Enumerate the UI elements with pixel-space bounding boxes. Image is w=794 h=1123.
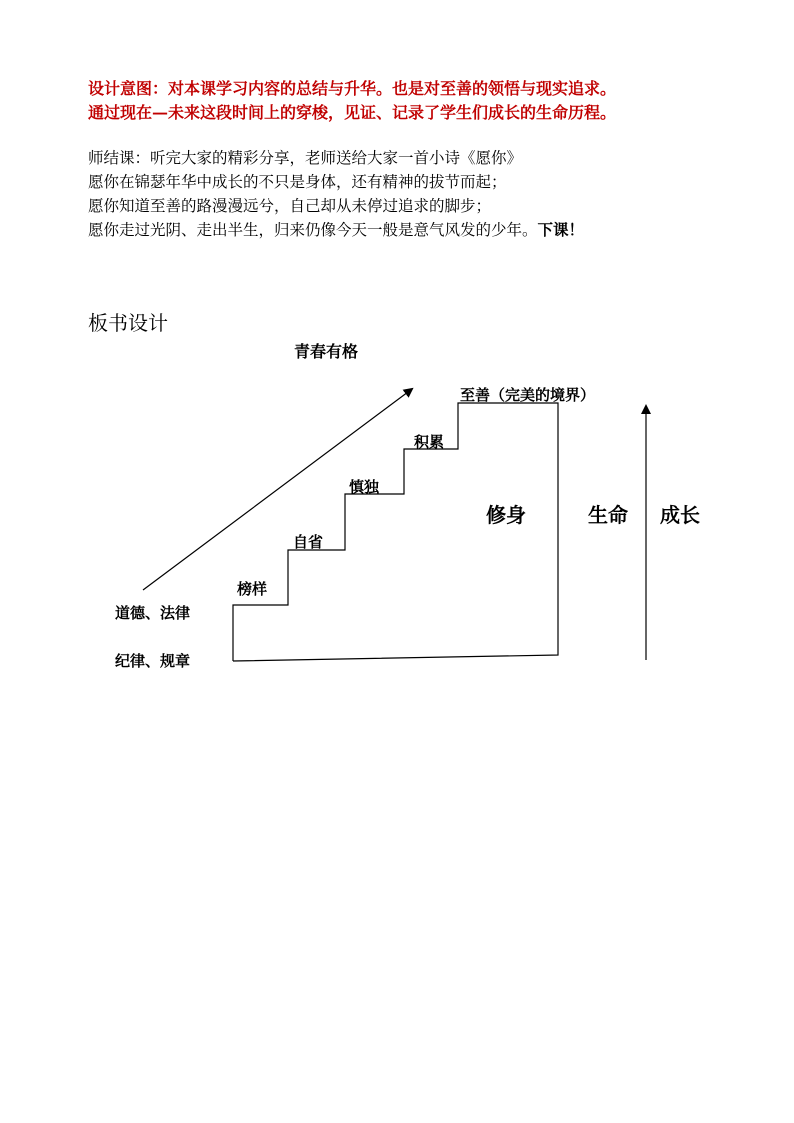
center-label: 修身 bbox=[486, 503, 526, 527]
design-intent-line-2: 通过现在—未来这段时间上的穿梭，见证、记录了学生们成长的生命历程。 bbox=[88, 103, 617, 122]
board-design-title: 板书设计 bbox=[88, 311, 168, 335]
summary-line-2: 愿你在锦瑟年华中成长的不只是身体，还有精神的拔节而起； bbox=[88, 173, 507, 191]
summary-line-3: 愿你知道至善的路漫漫远兮，自己却从未停过追求的脚步； bbox=[88, 197, 492, 215]
summary-line-1: 师结课：听完大家的精彩分享，老师送给大家一首小诗《愿你》 bbox=[88, 149, 523, 167]
step-label-4: 积累 bbox=[414, 433, 445, 451]
left-label-bottom: 纪律、规章 bbox=[115, 652, 191, 670]
summary-line-4-main: 愿你走过光阴、走出半生，归来仍像今天一般是意气风发的少年。 bbox=[88, 221, 538, 239]
left-label-top: 道德、法律 bbox=[115, 604, 191, 622]
right-label-1: 生命 bbox=[588, 503, 628, 527]
step-label-1: 榜样 bbox=[237, 580, 268, 598]
step-label-5: 至善（完美的境界） bbox=[460, 386, 596, 404]
step-label-3: 慎独 bbox=[349, 478, 380, 496]
design-intent-line-1: 设计意图：对本课学习内容的总结与升华。也是对至善的领悟与现实追求。 bbox=[88, 79, 617, 98]
right-label-2: 成长 bbox=[660, 503, 700, 527]
board-heading: 青春有格 bbox=[294, 342, 359, 361]
step-label-2: 自省 bbox=[293, 533, 324, 551]
staircase bbox=[233, 403, 558, 661]
class-dismissed: 下课！ bbox=[537, 221, 585, 239]
